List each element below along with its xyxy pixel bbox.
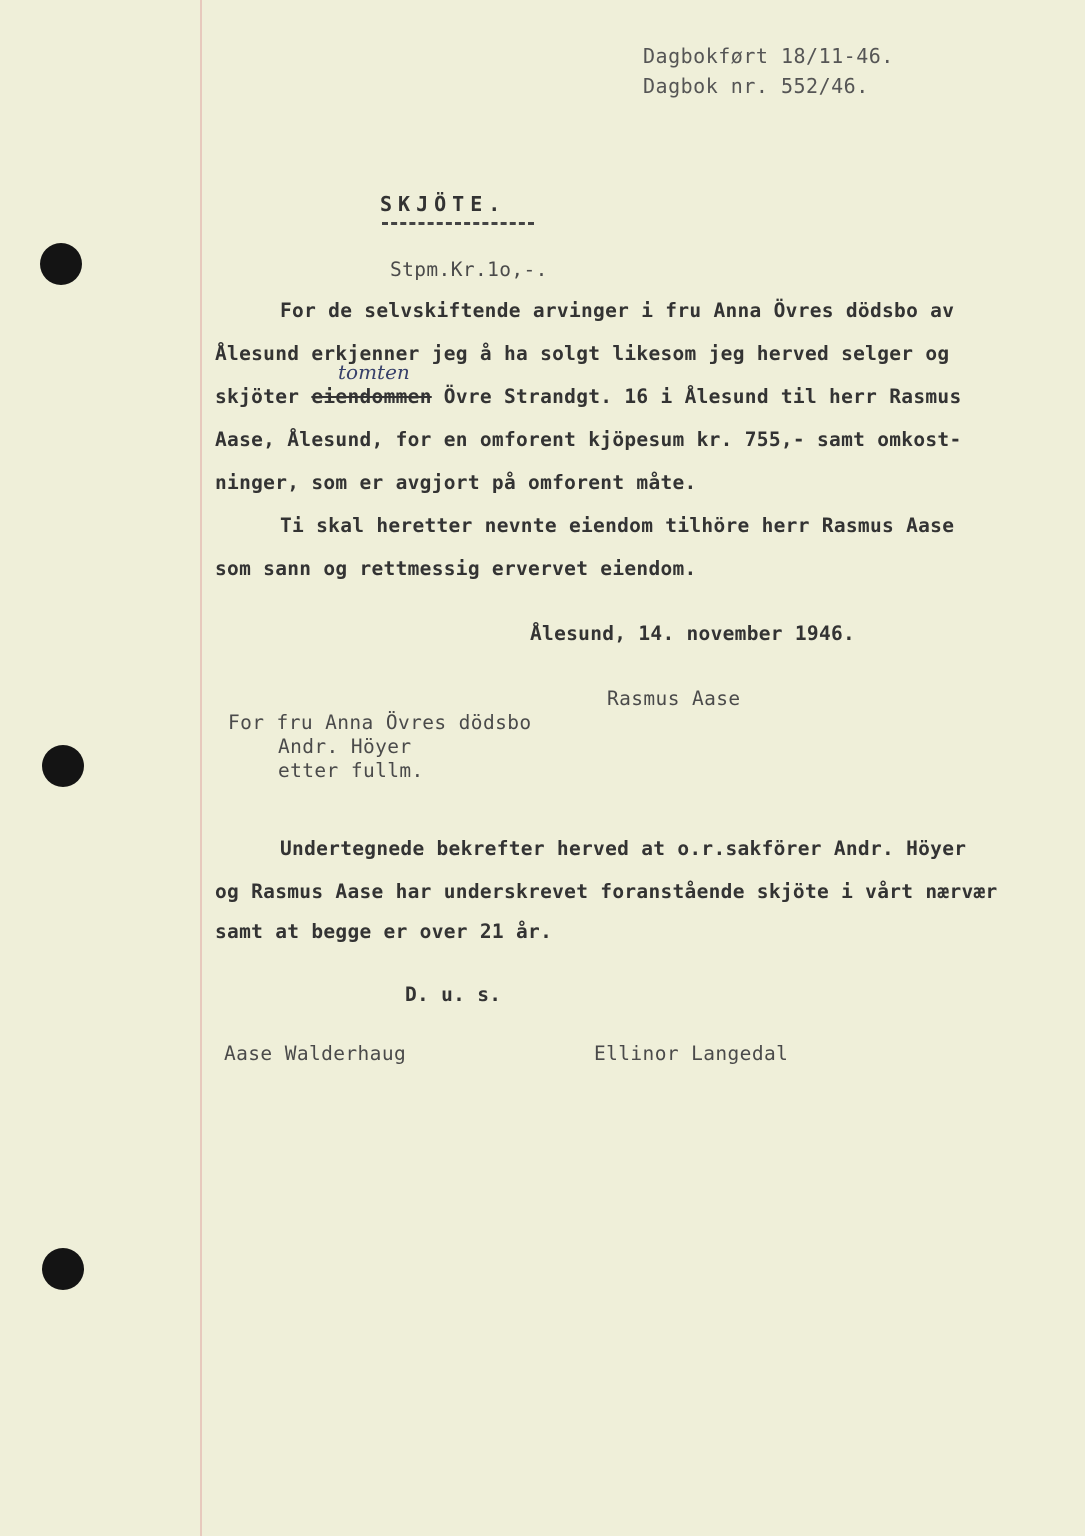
text-segment: skjöter [215,385,312,408]
title-underline [382,222,534,225]
paragraph2-line2: som sann og rettmessig ervervet eiendom. [215,557,697,580]
handwritten-correction: tomten [338,360,410,384]
buyer-signature: Rasmus Aase [607,687,741,710]
text-segment: Övre Strandgt. 16 i Ålesund til herr Rasmus [431,385,962,408]
margin-line [200,0,202,1536]
seller-line3: etter fullm. [278,759,424,782]
paragraph1-line4: Aase, Ålesund, for en omforent kjöpesum kr. 755,- samt omkost- [215,428,962,451]
struck-word: eiendommen [311,385,432,408]
witness-line3: samt at begge er over 21 år. [215,920,553,943]
dus-abbreviation: D. u. s. [405,983,502,1006]
witness-line2: og Rasmus Aase har underskrevet foranstående skjöte i vårt nærvær [215,880,998,903]
punch-hole-middle [42,745,84,787]
seller-line2: Andr. Höyer [278,735,412,758]
journal-entry-date: Dagbokført 18/11-46. [643,44,894,68]
stamp-fee: Stpm.Kr.1o,-. [390,258,548,281]
paragraph1-line1: For de selvskiftende arvinger i fru Anna Övres dödsbo av [280,299,955,322]
witness-line1: Undertegnede bekrefter herved at o.r.sakförer Andr. Höyer [280,837,967,860]
place-date: Ålesund, 14. november 1946. [530,622,856,645]
punch-hole-bottom [42,1248,84,1290]
journal-number: Dagbok nr. 552/46. [643,74,869,98]
document-title: SKJÖTE. [380,192,507,216]
witness-name2: Ellinor Langedal [594,1042,789,1065]
punch-hole-top [40,243,82,285]
witness-name1: Aase Walderhaug [224,1042,407,1065]
paragraph1-line3 [215,385,962,408]
seller-line1: For fru Anna Övres dödsbo [228,711,532,734]
paragraph2-line1: Ti skal heretter nevnte eiendom tilhöre herr Rasmus Aase [280,514,955,537]
paragraph1-line2: Ålesund erkjenner jeg å ha solgt likesom jeg herved selger og [215,342,950,365]
paragraph1-line5: ninger, som er avgjort på omforent måte. [215,471,697,494]
